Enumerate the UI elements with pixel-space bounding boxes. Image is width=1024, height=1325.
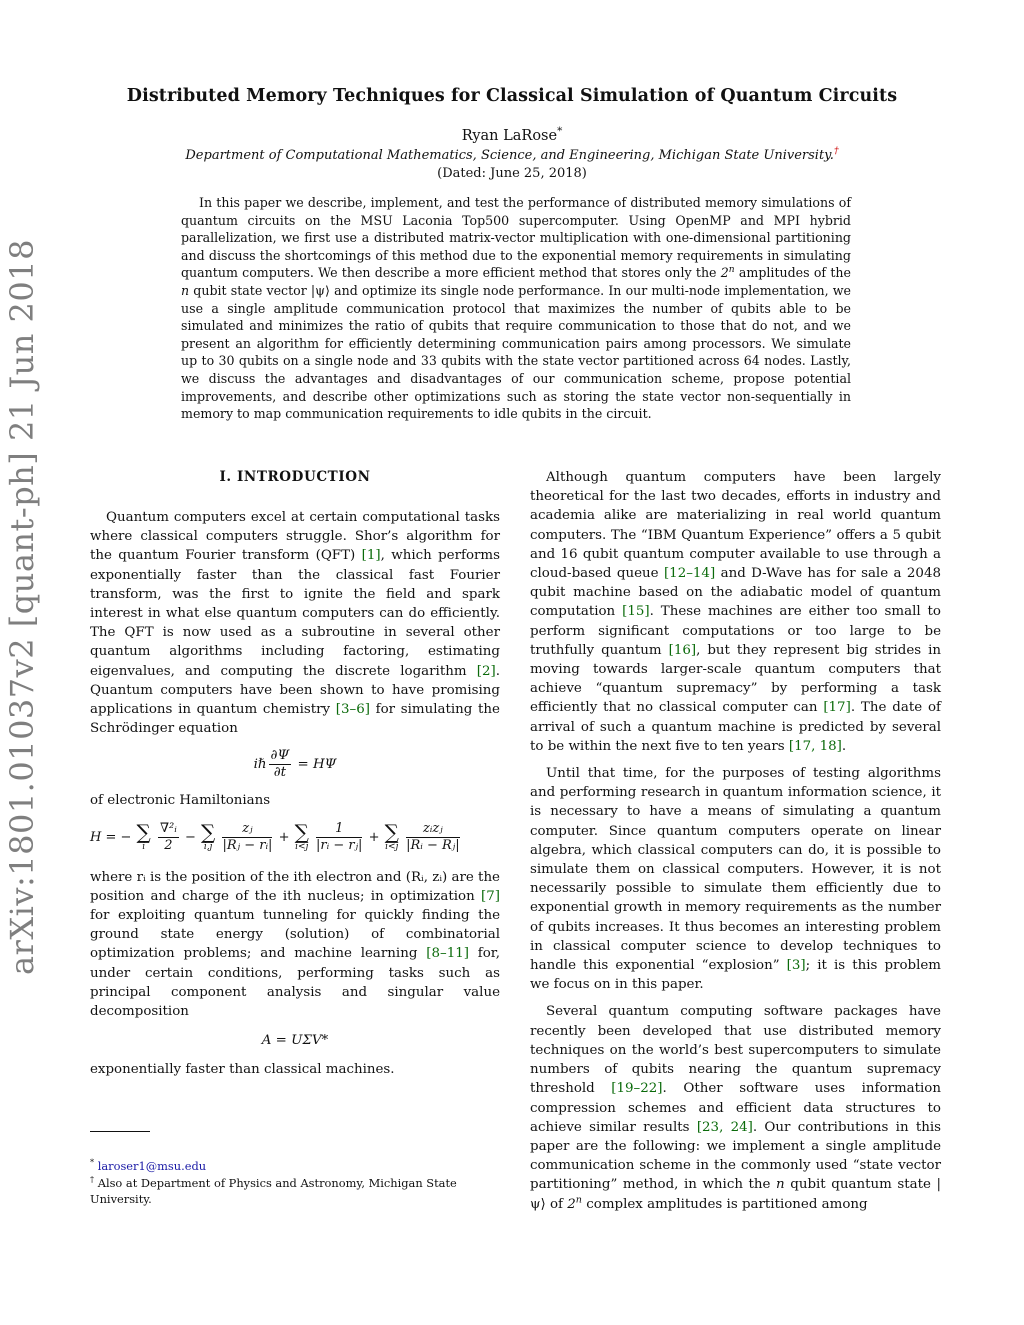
schrodinger-equation: iℏ $\frac{\partial\Psi}{\partial t}$ = HΨ [253, 748, 337, 781]
abstract-math-n-sup: n [728, 265, 735, 276]
hamiltonian-equation: H = − ∑ i $\frac{\text{∇²ᵢ}}{2}$ − ∑ i,j $\frac{\text{zⱼ}}{\text{|Rⱼ − rᵢ|}}$ + ∑ i<j $\frac{1}{\text{|rᵢ − rⱼ|}}$ + ∑ i<j $\frac{\text{zᵢzⱼ}}{\text{|Rᵢ − Rⱼ|}}$ [90, 820, 460, 853]
author-name: Ryan LaRose [461, 128, 558, 144]
citation-link[interactable]: [1] [361, 548, 381, 564]
citation-link[interactable]: [17] [823, 700, 851, 716]
abstract-text-1: In this paper we describe, implement, and test the performance of distributed memory simulations of quantum circuits on the MSU Laconia Top500 supercomputer. Using OpenMP and MPI hybrid parallelization, we first use a distributed matrix-vector multiplication with one-dimensional partitioning and discuss the shortcomings of this method due to the exponential memory requirements in simulating quantum computers. We then describe a more efficient method that stores only the [181, 195, 851, 281]
abstract-math-n: n [181, 282, 190, 298]
footnote-email [90, 1158, 502, 1174]
affiliation-footnote-mark: † [833, 145, 839, 157]
paper-title: Distributed Memory Techniques for Classical Simulation of Quantum Circuits [126, 86, 898, 106]
footnote-rule [90, 1131, 150, 1132]
intro-paragraph-2: of electronic Hamiltonians [90, 793, 271, 809]
citation-link[interactable]: [15] [622, 604, 650, 620]
abstract-text-4: and optimize its single node performance. In our multi-node implementation, we use a single amplitude communication protocol that maximizes the number of qubits able to be simulated and minimizes the ratio of qubits that require communication to those that do not, and we present an algorithm for efficiently determining communication pairs among processors. We simulate up to 30 qubits on a single node and 33 qubits with the state vector partitioned across 64 nodes. Lastly, we discuss the advantages and disadvantages of our communication scheme, propose potential improvements, and describe other optimizations such as storing the state vector non-sequentially in memory to map communication requirements to idle qubits in the circuit. [181, 282, 851, 422]
citation-link[interactable]: [12–14] [663, 566, 716, 582]
abstract-text-3: qubit state vector [189, 282, 311, 298]
section-heading: I. INTRODUCTION [219, 469, 371, 485]
left-column [90, 508, 500, 1080]
email-link[interactable]: laroser1@msu.edu [97, 1159, 207, 1173]
intro-paragraph-3: where rᵢ is the position of the ith electron and (Rᵢ, zᵢ) are the position and charge of the ith nucleus; in optimization [7] for exploiting quantum tunneling for quickly finding the ground state energy (solution) of combinatorial optimization problems; and machine learning [8–11] for, under certain conditions, performing tasks such as principal component analysis and singular value decomposition [90, 869, 500, 1020]
right-paragraph-1: Although quantum computers have been largely theoretical for the last two decades, efforts in industry and academia alike are materializing in real world quantum computers. The “IBM Quantum Experience” offers a 5 qubit and 16 qubit quantum computer available to use through a cloud-based queue [12–14] and D-Wave has for sale a 2048 qubit machine based on the adiabatic model of quantum computation [15]. These machines are either too small to perform significant computations or too large to be truthfully quantum [16], but they represent big strides in moving towards larger-scale quantum computers that achieve “quantum supremacy” by performing a task efficiently that no classical computer can [17]. The date of arrival of such a quantum machine is predicted by several to be within the next five to ten years [17, 18]. [530, 470, 941, 754]
citation-link[interactable]: [23, 24] [696, 1119, 753, 1135]
citation-link[interactable]: [16] [668, 642, 697, 658]
citation-link[interactable]: [19–22] [611, 1081, 663, 1097]
affiliation: Department of Computational Mathematics, Science, and Engineering, Michigan State University. [185, 148, 834, 163]
citation-link[interactable]: [7] [481, 888, 500, 904]
citation-link[interactable]: [3] [786, 958, 806, 974]
footnote-affiliation [90, 1175, 502, 1207]
abstract [181, 194, 851, 423]
citation-link[interactable]: [17, 18] [788, 738, 842, 754]
author-line [0, 125, 1024, 144]
footnote-mark: * [90, 1157, 95, 1168]
abstract-math-psi: |ψ⟩ [310, 282, 330, 298]
footnote-text: Also at Department of Physics and Astronomy, Michigan State University. [90, 1176, 457, 1206]
svd-equation: A = UΣV* [261, 1033, 329, 1049]
affiliation-line [0, 145, 1024, 163]
citation-link[interactable]: [3–6] [335, 702, 370, 718]
citation-link[interactable]: [8–11] [426, 946, 469, 962]
intro-paragraph-1: Quantum computers excel at certain computational tasks where classical computers struggle. Shor’s algorithm for the quantum Fourier transform (QFT) [1], which performs exponentially faster than the classical fast Fourier transform, was the first to ignite the field and spark interest in what else quantum computers can do efficiently. The QFT is now used as a subroutine in several other quantum algorithms including factoring, estimating eigenvalues, and computing the discrete logarithm [2]. Quantum computers have been shown to have promising applications in quantum chemistry [3–6] for simulating the Schrödinger equation [90, 510, 500, 737]
abstract-math-2: 2 [720, 265, 729, 281]
right-column [530, 468, 941, 1214]
abstract-text-2: amplitudes of the [734, 265, 851, 281]
right-paragraph-2: Until that time, for the purposes of testing algorithms and performing research in quantum information science, it is necessary to have a means of simulating a quantum computer. Since quantum computers operate on linear algebra, which classical computers can do, it is possible to simulate them on classical computers. However, it is not necessarily possible to simulate them efficiently due to exponential growth in memory requirements as the number of qubits increases. It thus becomes an interesting problem in classical computer science to develop techniques to handle this exponential “explosion” [3]; it is this problem we focus on in this paper. [530, 766, 941, 993]
dated-line: (Dated: June 25, 2018) [437, 166, 587, 181]
intro-paragraph-4: exponentially faster than classical machines. [90, 1062, 395, 1078]
author-footnote-mark: * [557, 125, 563, 138]
arxiv-identifier-stamp: arXiv:1801.01037v2 [quant-ph] 21 Jun 2018 [3, 239, 41, 975]
right-paragraph-3: Several quantum computing software packages have recently been developed that use distributed memory techniques on the world’s best supercomputers to simulate numbers of qubits nearing the quantum supremacy threshold [19–22]. Other software uses information compression schemes and efficient data structures to achieve similar results [23, 24]. Our contributions in this paper are the following: we implement a single amplitude communication scheme in the commonly used “state vector partitioning” method, in which the n qubit quantum state |ψ⟩ of 2$^n$ complex amplitudes is partitioned among [530, 1004, 942, 1212]
footnote-mark: † [90, 1174, 95, 1185]
citation-link[interactable]: [2] [476, 663, 496, 679]
